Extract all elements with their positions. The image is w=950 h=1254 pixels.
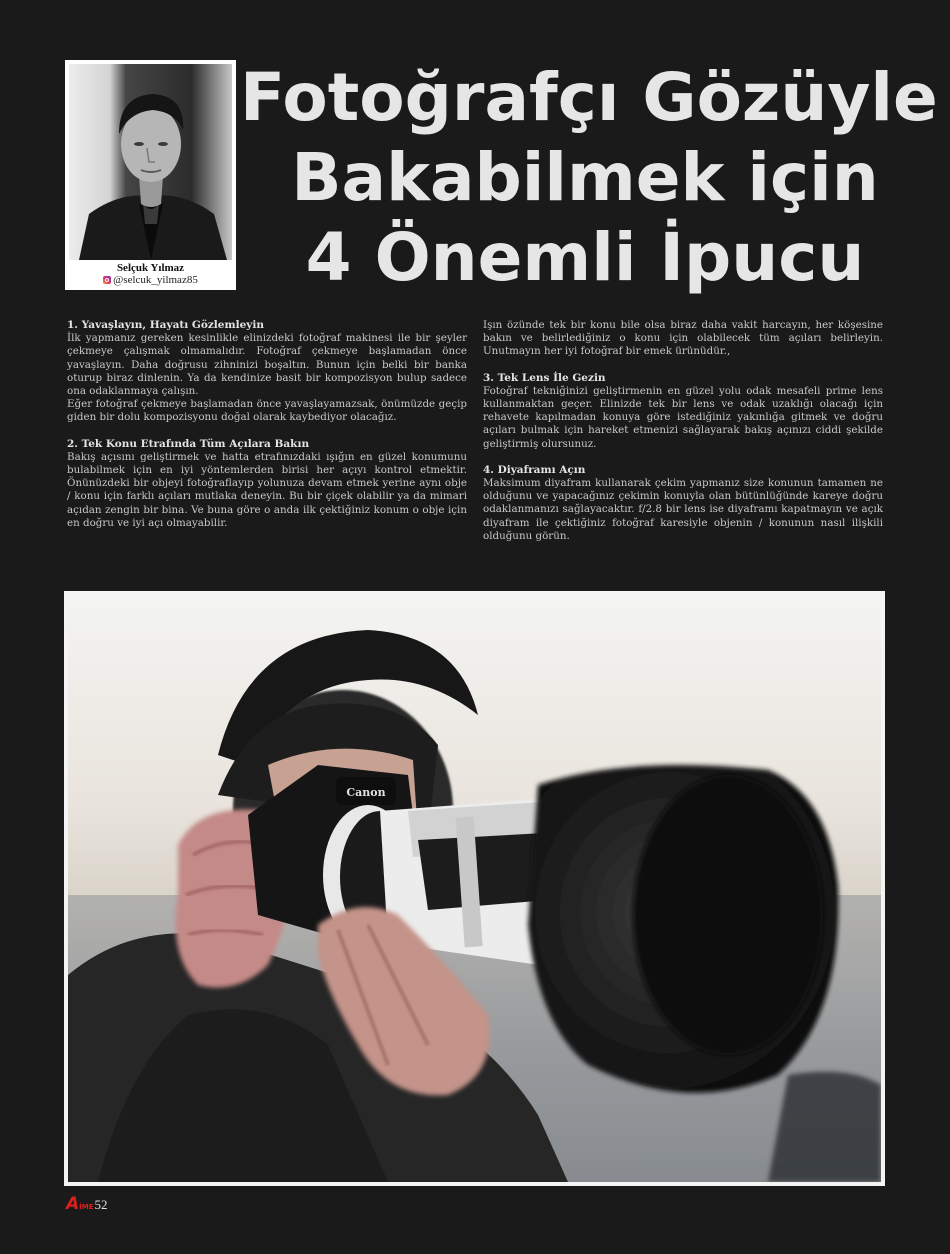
author-handle-row [69, 274, 232, 286]
magazine-logo-letter: A [66, 1194, 80, 1214]
page-footer [66, 1194, 108, 1214]
section-1-heading: 1. Yavaşlayın, Hayatı Gözlemleyin [67, 319, 264, 331]
title-line-1: Fotoğrafçı Gözüyle [240, 59, 938, 136]
camera-brand-label: Canon [346, 786, 386, 799]
author-name: Selçuk Yılmaz [116, 262, 185, 274]
article-title [240, 58, 938, 298]
left-text-column [67, 319, 467, 530]
section-2-continuation: Işın özünde tek bir konu bile olsa biraz daha vakit harcayın, her köşesine bakın ve belirlediğiniz o konu için olabilecek tüm açıları belirleyin. Unutmayın her iyi fotoğraf bir emek ürünüdür., [483, 319, 883, 358]
section-3-heading: 3. Tek Lens İle Gezin [483, 371, 606, 384]
right-text-column [483, 319, 883, 543]
section-1-paragraph-1: İlk yapmanız gereken kesinlikle elinizdeki fotoğraf makinesi ile bir şeyler çekmeye çalışmak olmamalıdır. Fotoğraf çekmeye başlamadan önce yavaşlayın. Daha doğrusu zihninizi boşaltın. Bunun için belki bir banka oturup biraz dinlenin. Ya da kendinize basit bir kompozisyon bulup sadece ona odaklanmaya çalışın. [67, 332, 467, 398]
main-photo-frame [64, 591, 885, 1186]
author-portrait [69, 64, 232, 260]
title-line-3: 4 Önemli İpucu [305, 219, 865, 296]
photographer-photo [68, 595, 881, 1182]
section-2-paragraph-1: Bakış açısını geliştirmek ve hatta etrafınızdaki ışığın en güzel konumunu bulabilmek için en iyi yöntemlerden birisi her açıyı kontrol etmektir. Önünüzdeki bir objeyi fotoğraflayıp yolunuza devam etmek yerine aynı obje / konu için farklı açıları mutlaka deneyin. Bu bir çiçek olabilir ya da mimari açıdan zengin bir bina. Ve buna göre o anda ilk çektiğiniz konum o obje için en doğru ve iyi açı olmayabilir. [67, 450, 467, 529]
section-3-paragraph-1: Fotoğraf tekniğinizi geliştirmenin en güzel yolu odak mesafeli prime lens kullanmaktan geçer. Elinizde tek bir lens ve odak uzaklığı olacağı için rehavete kapılmadan konuya göre istediğiniz yakınlığa gitmek ve doğru açıları bulmak için hareket etmenizi sağlayarak bakış açınızı ciddi şekilde geliştirmiş olursunuz. [483, 384, 883, 450]
section-4-paragraph-1: Maksimum diyafram kullanarak çekim yapmanız size konunun tamamen ne olduğunu ve yapacağınız çekimin konuyla olan bütünlüğünde kareye doğru odaklanmanızı sağlayacaktır. f/2.8 bir lens ise diyaframı kapatmayın ve açık diyafram ile çektiğiniz fotoğraf karesiyle objenin / konunun nasıl ilişkili olduğunu görün. [483, 477, 883, 542]
instagram-icon [103, 276, 111, 284]
section-1-paragraph-2: Eğer fotoğraf çekmeye başlamadan önce yavaşlayamazsak, önümüzde geçip giden bir dolu kompozisyonu doğal olarak kaybediyor olacağız. [67, 398, 467, 424]
section-4-heading: 4. Diyaframı Açın [483, 463, 586, 476]
title-line-2: Bakabilmek için [291, 139, 879, 216]
section-2-heading: 2. Tek Konu Etrafında Tüm Açılara Bakın [67, 437, 310, 450]
author-handle: @selcuk_yilmaz85 [113, 274, 198, 286]
page-number: 52 [94, 1197, 108, 1212]
author-portrait-illustration [69, 64, 232, 260]
magazine-logo-text: İME [79, 1203, 94, 1211]
author-box [65, 60, 236, 290]
